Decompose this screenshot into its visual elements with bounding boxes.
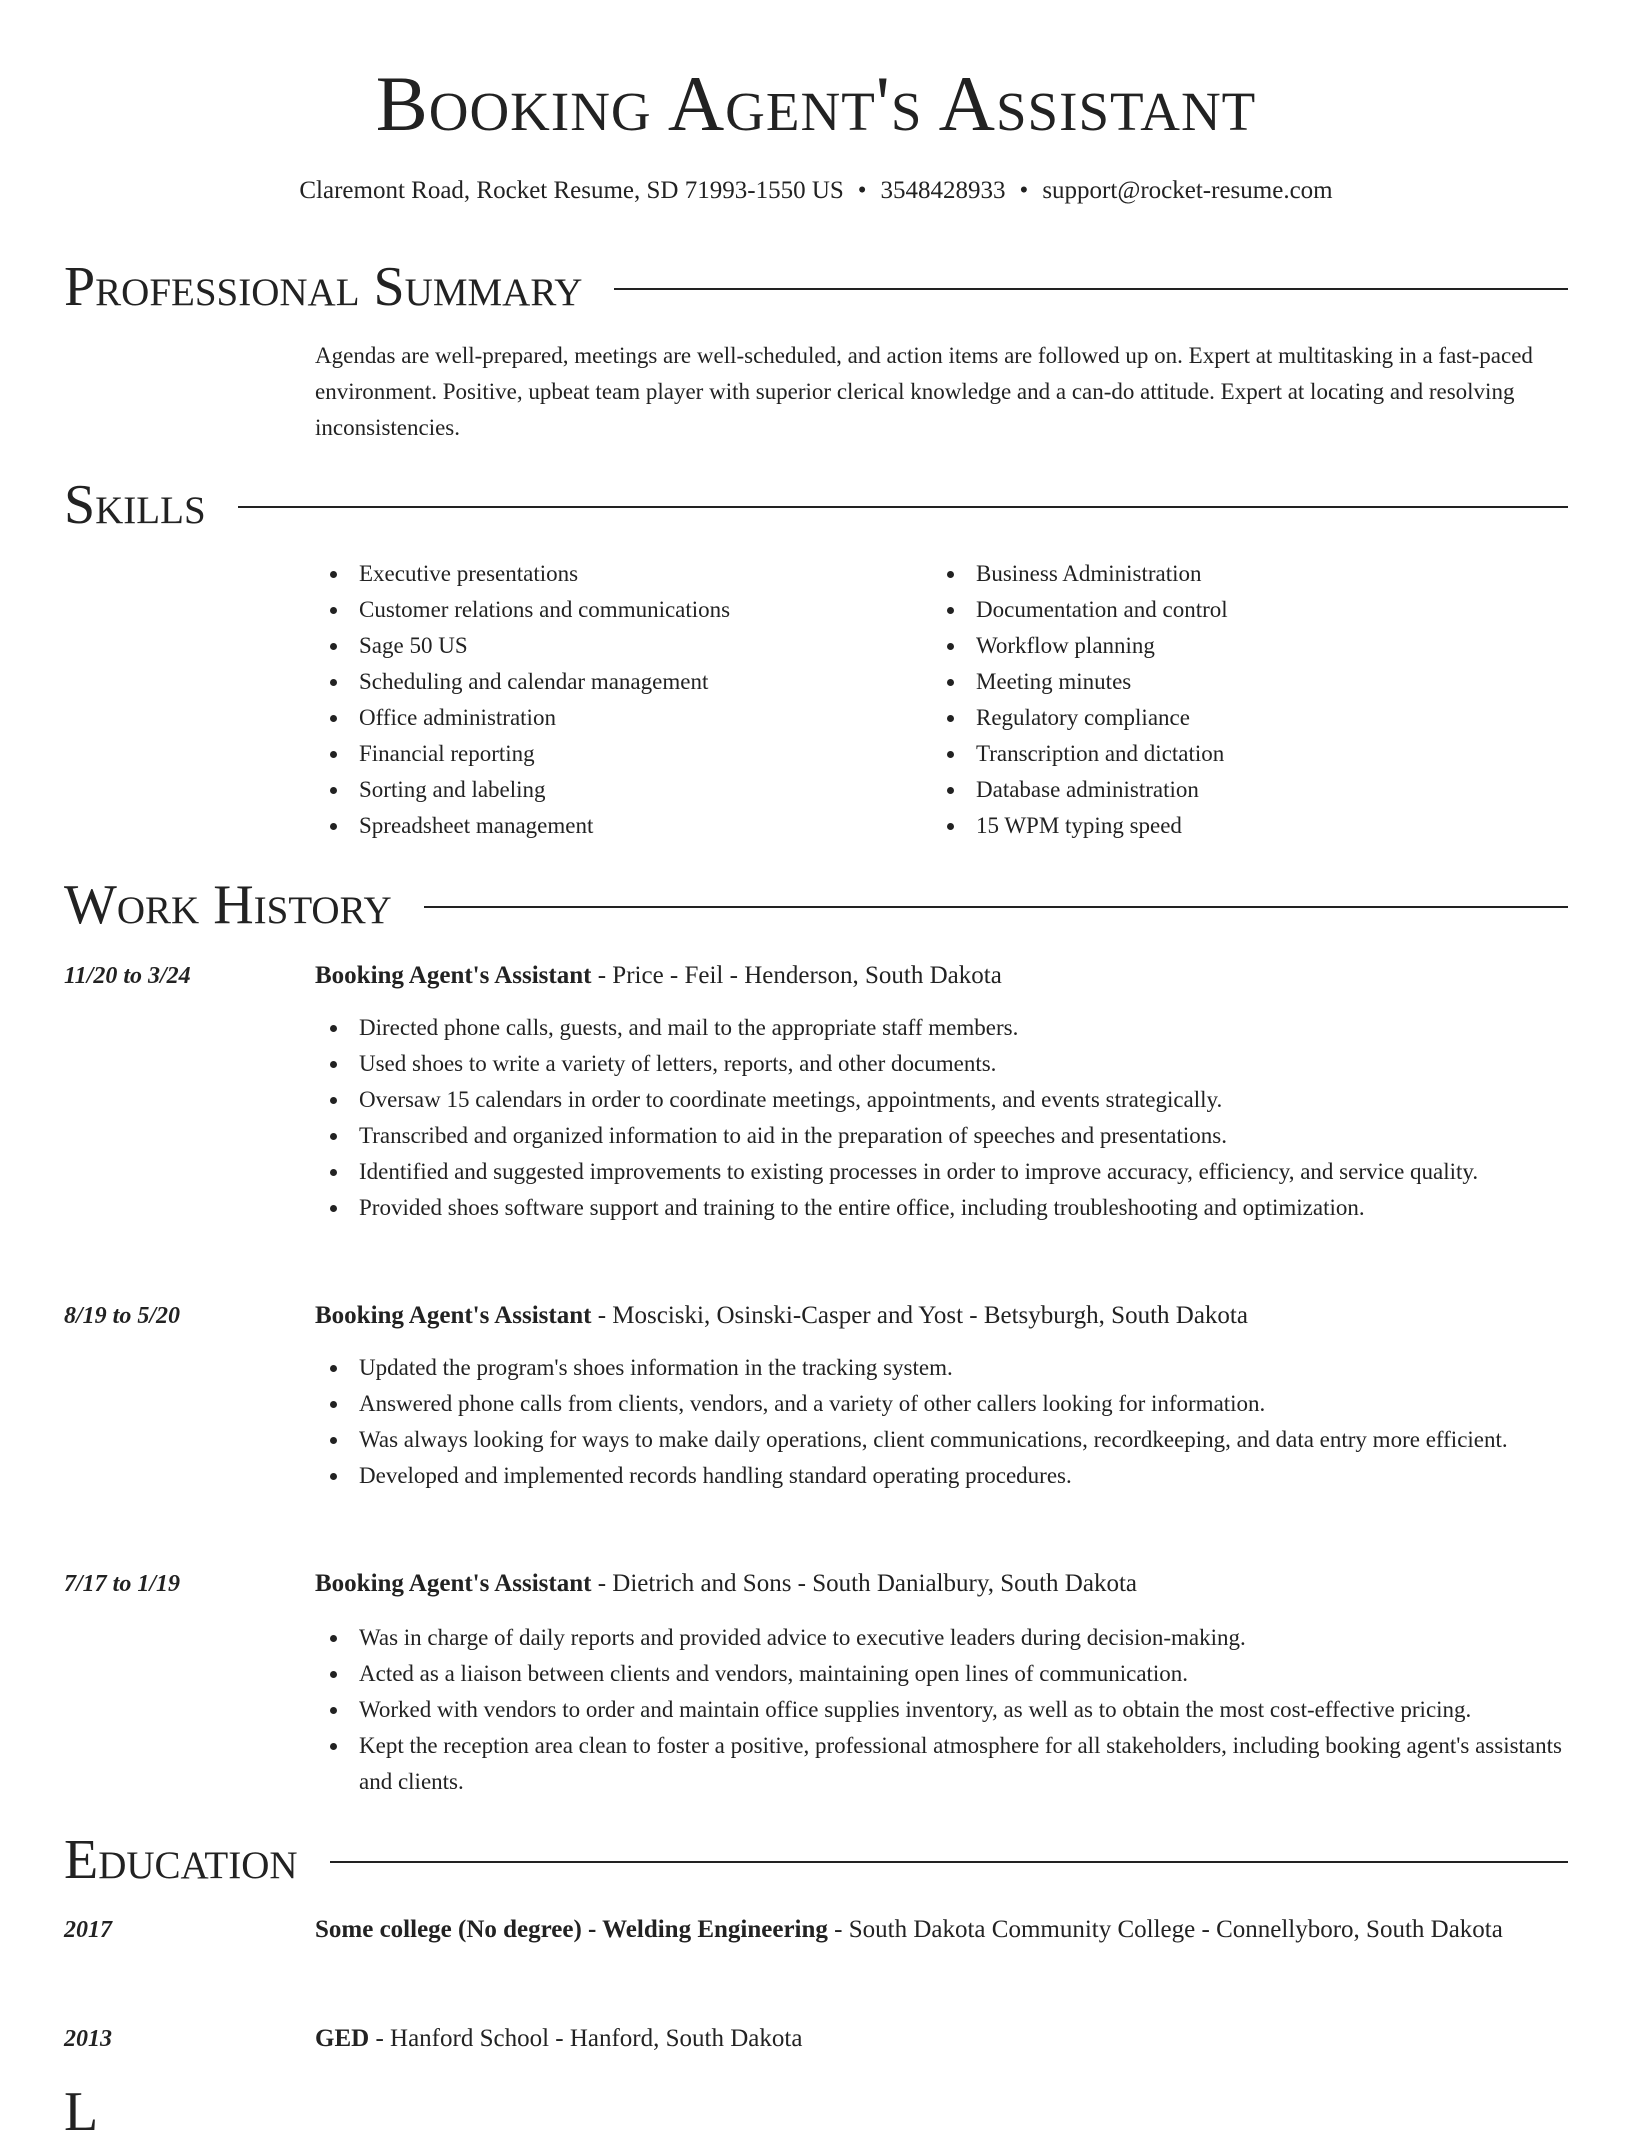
job-bullets (315, 1620, 1568, 1800)
job-company: - Price - Feil - Henderson, South Dakota (591, 962, 1002, 989)
job-bullet: Used shoes to write a variety of letters, reports, and other documents. (315, 1046, 1568, 1082)
skill-item: 15 WPM typing speed (932, 808, 1492, 844)
skills-list-right (932, 556, 1492, 844)
job-heading (315, 1297, 1568, 1335)
job-company: - Dietrich and Sons - South Danialbury, South Dakota (591, 1570, 1137, 1597)
job-title: Booking Agent's Assistant (315, 1302, 592, 1329)
skills-list-left (315, 556, 875, 844)
job-bullet: Provided shoes software support and training to the entire office, including troubleshooting and optimization. (315, 1190, 1568, 1226)
job-bullet: Answered phone calls from clients, vendors, and a variety of other callers looking for information. (315, 1386, 1568, 1422)
skill-item: Documentation and control (932, 592, 1492, 628)
skill-item: Executive presentations (315, 556, 875, 592)
next-section-heading: L (64, 2081, 99, 2143)
summary-heading: Professional Summary (64, 256, 583, 318)
job-dates: 11/20 to 3/24 (64, 963, 191, 989)
job-heading (315, 1565, 1568, 1603)
education-entry (315, 1910, 1568, 1950)
section-divider (238, 506, 1568, 508)
job-bullets (315, 1350, 1568, 1494)
separator-dot: • (1019, 177, 1029, 204)
section-divider (614, 288, 1568, 290)
skill-item: Office administration (315, 700, 875, 736)
skill-item: Spreadsheet management (315, 808, 875, 844)
summary-text: Agendas are well-prepared, meetings are well-scheduled, and action items are followed up on. Expert at multitasking in a fast-paced environment. Positive, upbeat team player with superior clerical knowledge and a can-do attitude. Expert at locating and resolving inconsistencies. (315, 343, 1533, 440)
education-heading: Education (64, 1829, 298, 1891)
skill-item: Meeting minutes (932, 664, 1492, 700)
skill-item: Financial reporting (315, 736, 875, 772)
summary-heading-row (64, 255, 1568, 319)
education-degree: GED (315, 2025, 370, 2052)
education-school: - South Dakota Community College - Connellyboro, South Dakota (827, 1916, 1503, 1943)
job-dates: 7/17 to 1/19 (64, 1571, 181, 1597)
skill-item: Scheduling and calendar management (315, 664, 875, 700)
work-heading-row (64, 873, 1568, 937)
separator-dot: • (857, 177, 867, 204)
job-bullet: Kept the reception area clean to foster a positive, professional atmosphere for all stakeholders, including booking agent's assistants and clients. (315, 1728, 1568, 1800)
job-dates: 8/19 to 5/20 (64, 1303, 181, 1329)
skill-item: Workflow planning (932, 628, 1492, 664)
skill-item: Business Administration (932, 556, 1492, 592)
email: support@rocket-resume.com (1042, 177, 1333, 204)
job-bullet: Transcribed and organized information to aid in the preparation of speeches and presentations. (315, 1118, 1568, 1154)
skill-item: Database administration (932, 772, 1492, 808)
section-divider (424, 906, 1568, 908)
education-entry (315, 2020, 1568, 2058)
job-heading (315, 957, 1568, 995)
job-title: Booking Agent's Assistant (315, 962, 592, 989)
job-bullets (315, 1010, 1568, 1226)
skill-item: Regulatory compliance (932, 700, 1492, 736)
education-year: 2013 (64, 2026, 112, 2052)
job-bullet: Acted as a liaison between clients and vendors, maintaining open lines of communication. (315, 1656, 1568, 1692)
job-bullet: Oversaw 15 calendars in order to coordinate meetings, appointments, and events strategically. (315, 1082, 1568, 1118)
contact-line (0, 174, 1632, 208)
job-bullet: Worked with vendors to order and maintain office supplies inventory, as well as to obtain the most cost-effective pricing. (315, 1692, 1568, 1728)
job-bullet: Was always looking for ways to make daily operations, client communications, recordkeeping, and data entry more efficient. (315, 1422, 1568, 1458)
job-bullet: Identified and suggested improvements to existing processes in order to improve accuracy, efficiency, and service quality. (315, 1154, 1568, 1190)
skill-item: Transcription and dictation (932, 736, 1492, 772)
phone: 3548428933 (880, 177, 1006, 204)
skill-item: Customer relations and communications (315, 592, 875, 628)
job-bullet: Was in charge of daily reports and provided advice to executive leaders during decision-making. (315, 1620, 1568, 1656)
job-company: - Mosciski, Osinski-Casper and Yost - Betsyburgh, South Dakota (591, 1302, 1248, 1329)
skill-item: Sage 50 US (315, 628, 875, 664)
education-year: 2017 (64, 1917, 112, 1943)
section-divider (330, 1861, 1568, 1863)
education-heading-row (64, 1828, 1568, 1892)
skills-heading-row (64, 473, 1568, 537)
job-bullet: Developed and implemented records handling standard operating procedures. (315, 1458, 1568, 1494)
candidate-name: Booking Agent's Assistant (375, 60, 1257, 147)
skills-heading: Skills (64, 474, 206, 536)
address: Claremont Road, Rocket Resume, SD 71993-1550 US (299, 177, 844, 204)
job-title: Booking Agent's Assistant (315, 1570, 592, 1597)
skill-item: Sorting and labeling (315, 772, 875, 808)
next-section-heading-row (64, 2080, 1568, 2144)
job-bullet: Directed phone calls, guests, and mail to the appropriate staff members. (315, 1010, 1568, 1046)
job-bullet: Updated the program's shoes information in the tracking system. (315, 1350, 1568, 1386)
work-heading: Work History (64, 874, 392, 936)
education-degree: Some college (No degree) - Welding Engineering (315, 1916, 828, 1943)
education-school: - Hanford School - Hanford, South Dakota (369, 2025, 803, 2052)
